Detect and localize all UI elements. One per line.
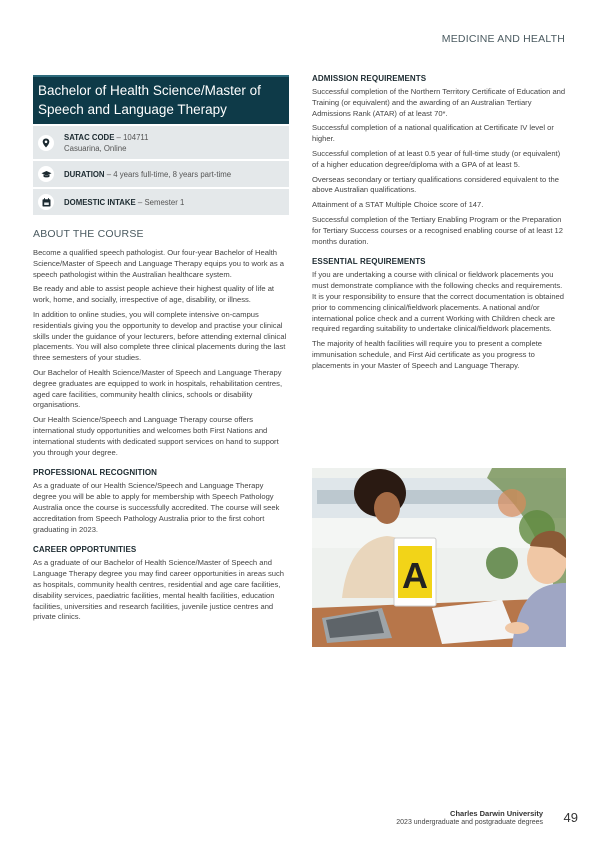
about-paragraph: In addition to online studies, you will complete intensive on-campus residentials giving you the opportunity to develop and practise your clinical skills under the guidance of your lecturers, before attending external clinical placements. You will also complete three clinical placements during the last three semesters of your studies. (33, 309, 287, 363)
left-column (33, 75, 289, 623)
right-column (312, 74, 567, 372)
admission-item: Overseas secondary or tertiary qualifications considered equivalent to the above Australian qualifications. (312, 174, 559, 195)
location-pin-icon (38, 135, 54, 151)
duration-label: DURATION (64, 169, 105, 179)
page-number: 49 (563, 810, 578, 825)
career-heading: CAREER OPPORTUNITIES (33, 545, 137, 555)
info-duration (33, 161, 289, 187)
essential-paragraph: The majority of health facilities will require you to present a complete immunisation schedule, and First Aid certificate as you progress to placements in your Master of Speech and Language Therapy. (312, 339, 543, 370)
intake-value: Semester 1 (144, 197, 185, 207)
campus-value: Casuarina, Online (64, 143, 127, 153)
footer (396, 809, 543, 826)
photo-illustration (312, 468, 566, 647)
section-tag: MEDICINE AND HEALTH (441, 33, 565, 45)
about-heading: ABOUT THE COURSE (33, 228, 144, 240)
graduation-cap-icon (38, 166, 54, 182)
admission-item: Successful completion of at least 0.5 year of full-time study (or equivalent) of a higher education degree/diploma with a GPA of at least 5. (312, 148, 561, 169)
admission-item: Successful completion of a national qualification at Certificate IV level or higher. (312, 123, 554, 144)
essential-paragraph: If you are undertaking a course with clinical or fieldwork placements you must demonstrate compliance with the following checks and requirements. It is your responsibility to ensure that the correct documentation is obtained prior to commencing clinical/fieldwork placements. A national and/or international police check and a current Working with Children check are required regarding suitability to undertake clinical/fieldwork placements. (312, 270, 564, 334)
course-title-box (33, 75, 289, 124)
about-paragraph: Our Health Science/Speech and Language Therapy course offers international study opportunities and welcomes both First Nations and international students with dedicated support services on hand to support you through your degree. (33, 415, 279, 457)
admission-heading: ADMISSION REQUIREMENTS (312, 74, 427, 83)
duration-value: 4 years full-time, 8 years part-time (113, 169, 232, 179)
letter-card: A (402, 555, 428, 596)
satac-label: SATAC CODE (64, 132, 115, 142)
about-paragraph: Be ready and able to assist people achieve their highest quality of life at work, home, and socially, irrespective of age, disability, or illness. (33, 284, 275, 305)
info-intake (33, 189, 289, 215)
admission-item: Successful completion of the Tertiary Enabling Program or the Preparation for Tertiary Success courses or a recognised enabling course of at least 12 months duration. (312, 214, 564, 246)
professional-recognition-text: As a graduate of our Health Science/Speech and Language Therapy degree you will be able to apply for membership with Speech Pathology Australia once the course is successfully accredited. The course will seek accreditation from Speech Pathology Australia prior to the first cohort graduating in 2023. (33, 481, 280, 534)
admission-item: Attainment of a STAT Multiple Choice score of 147. (312, 200, 484, 210)
separator: – (104, 169, 114, 179)
footer-subtitle: 2023 undergraduate and postgraduate degrees (396, 819, 543, 826)
career-text: As a graduate of our Bachelor of Health Science/Master of Speech and Language Therapy degree you may find career opportunities in areas such as hospitals, community health centres, residential and age care facilities, disability services, paediatric facilities, mental health facilities, education facilities, universities and research facilities, juvenile justice centres and private clinics. (33, 558, 285, 622)
intake-label: DOMESTIC INTAKE (64, 197, 136, 207)
separator: – (135, 197, 145, 207)
professional-recognition-heading: PROFESSIONAL RECOGNITION (33, 468, 158, 478)
separator: – (114, 132, 124, 142)
calendar-icon (38, 194, 54, 210)
admission-item: Successful completion of the Northern Territory Certificate of Education and Training (or equivalent) and the awarding of an Australian Tertiary Admissions Rank (ATAR) of at least 70*. (312, 87, 566, 118)
satac-value: 104711 (123, 132, 149, 142)
course-photo (312, 468, 566, 647)
essential-heading: ESSENTIAL REQUIREMENTS (312, 257, 426, 267)
about-paragraph: Become a qualified speech pathologist. Our four-year Bachelor of Health Science/Master of Speech and Language Therapy equips you to work as a speech pathologist within the Australian healthcare system. (33, 248, 285, 279)
footer-university: Charles Darwin University (450, 809, 543, 818)
course-title: Bachelor of Health Science/Master of Speech and Language Therapy (38, 83, 261, 117)
info-satac (33, 126, 289, 159)
about-paragraph: Our Bachelor of Health Science/Master of Speech and Language Therapy degree graduates are equipped to work in hospitals, rehabilitation centres, aged care facilities, community health clinics, schools or disability organisations. (33, 367, 283, 410)
